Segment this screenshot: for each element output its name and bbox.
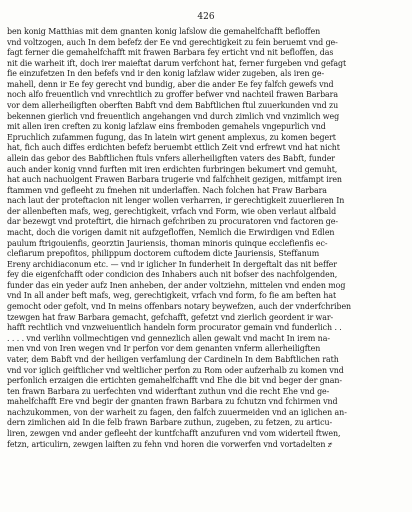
text-line: hat auch nachuolgent Frawen Barbara trugerie vnd falfchheit gezigen, mitfampt iren xyxy=(7,175,342,185)
text-line: vnd voltzogen, auch In dem befefz der Ee vnd gerechtigkeit zu fein beruemt vnd ge- xyxy=(7,37,338,47)
text-line: Ereny archidiaconum etc. — vnd ir iglicher In funderheit In dergeftalt das nit beffer xyxy=(7,259,337,269)
text-line: fey die eigenfchafft oder condicion des Inhabers auch nit bofser des nachfolgenden, xyxy=(7,270,338,280)
text-line: auch ander konig vnnd furften mit iren erdichten furbringen bekumert vnd gemuht, xyxy=(7,164,338,174)
text-line: fetzn, articulirn, zewgen laiften zu fehn vnd horen die vorwerfen vnd vortadelten zͤ xyxy=(7,439,332,449)
text-line: mahelfchafft Ere vnd begir der gnanten frawn Barbara zu fchutzn vnd fchirmen vnd xyxy=(7,397,338,407)
text-line: ben konig Matthias mit dem gnanten konig lafslow die gemahelfchafft befloffen xyxy=(7,27,321,36)
text-line: nach laut der proteftacion nit lenger wollen verharren, ir gerechtigkeit zuuerlieren In xyxy=(7,196,345,206)
text-line: ten frawn Barbara zu uerfechten vnd widerftant zuthun vnd die recht Ehe vnd ge- xyxy=(7,386,330,396)
text-line: men vnd von Iren wegen vnd Ir perfon vor dem genanten vnferm allerheiligften xyxy=(7,344,321,354)
text-line: fie einzufetzen In den befefs vnd ir den konig lafzlaw wider zugeben, als iren ge- xyxy=(7,69,325,79)
text-line: bekennen gierlich vnd freuentlich angehangen vnd durch zimlich vnd vnzimlich weg xyxy=(7,111,340,121)
text-line: gemocht oder gefolt, vnd In meins offenbars notary beywefzen, auch der vnderfchriben xyxy=(7,302,352,312)
text-line: vater, dem Babft vnd der heiligen verfamlung der Cardineln In dem Babftlichen rath xyxy=(7,354,339,364)
text-line: vor dem allerheiligften oberften Babft vnd dem Babftlichen ftul zuuerkunden vnd zu xyxy=(7,101,339,111)
text-line: der allenbeften mafs, weg, gerechtigkeit, vrfach vnd Form, wie oben verlaut alfbald xyxy=(7,206,337,216)
text-line: noch alfo freuentlich vnd vnrechtlich zu groffer befwer vnd nachteil frawen Barbara xyxy=(7,90,338,100)
text-line: hafft rechtlich vnd vnzweiuentlich handeln form procurator gemain vnd funderlich . . xyxy=(7,323,342,333)
text-line: liren, zewgen vnd ander gefleeht der kuntfchafft anzufuren vnd vom widerteil ftwen, xyxy=(7,428,341,438)
text-line: allein das gebor des Babftlichen ftuls vnfers allerheiligften vaters des Babft, funder xyxy=(7,153,335,163)
text-line: Epruchlich zufammen fugung, das In latein wirt genent amplexus, zu komen begert xyxy=(7,132,336,142)
text-line: perfonlich erzaigen die ertichten gemahelfchafft vnd Ehe die bit vnd beger der gnan- xyxy=(7,376,342,386)
text-line: dar bezewgt vnd proteftirt, die hirnach gefchriben zu procuratoren vnd factoren ge- xyxy=(7,217,338,227)
text-line: tzewgen hat fraw Barbara gemacht, gefchafft, gefetzt vnd zierlich geordent ir war- xyxy=(7,312,334,322)
text-line: nachzukommen, von der warheit zu fagen, den falfch zuuermeiden vnd an iglichen an- xyxy=(7,407,347,417)
text-line: ftammen vnd gefleeht zu fmehen nit underlaffen. Nach folchen hat Fraw Barbara xyxy=(7,185,327,195)
text-line: fagt ferner die gemahelfchafft mit frawen Barbara fey erticht vnd nit befloffen, das xyxy=(7,48,334,58)
text-line: mit allen iren creften zu konig lafzlaw eins fremboden gemahels vngepurlich vnd xyxy=(7,122,326,132)
text-line: mahell, denn ir Ee fey gerecht vnd bundig, aber die ander Ee fey falfch gewefs vnd xyxy=(7,79,334,89)
text-line: clefiarum prepofitos, philippum doctorem cuftodem dicte Jauriensis, Steffanum xyxy=(7,249,320,259)
text-line: . . . . vnd verlihn vollmechtigen vnd gennezlich allen gewalt vnd macht In irem na- xyxy=(7,333,330,343)
page-number: 426 xyxy=(197,12,215,22)
text-line: nit die warheit ift, doch irer maieftat darum verfchont hat, ferner furgeben vnd gefagt xyxy=(7,58,347,68)
text-line: paulum ftrigouienfis, georztin Jauriensis, thoman minoris quinque ecclefienfis ec- xyxy=(7,238,328,248)
text-line: vnd In all ander beft mafs, weg, gerechtigkeit, vrfach vnd form, fo fie am beften hat xyxy=(7,291,337,301)
text-line: dern zimlichen aid In die felb frawn Barbare zuthun, zugeben, zu fetzen, zu articu- xyxy=(7,418,333,428)
text-line: vnd vor iglich geiftlicher vnd weltlicher perfon zu Rom oder aufzerhalb zu komen vnd xyxy=(7,365,344,375)
body-text xyxy=(7,27,405,450)
text-line: macht, doch die vorigen damit nit aufzgefloffen, Nemlich die Erwirdigen vnd Edlen xyxy=(7,227,335,237)
text-line: hat, fich auch diffes erdichten befefz beruembt ettlich Zeit vnd erfrewt vnd hat nicht xyxy=(7,143,340,153)
text-line: funder das ein yeder aufz Inen anheben, der ander voltziehn, mittelen vnd enden mog xyxy=(7,280,346,290)
